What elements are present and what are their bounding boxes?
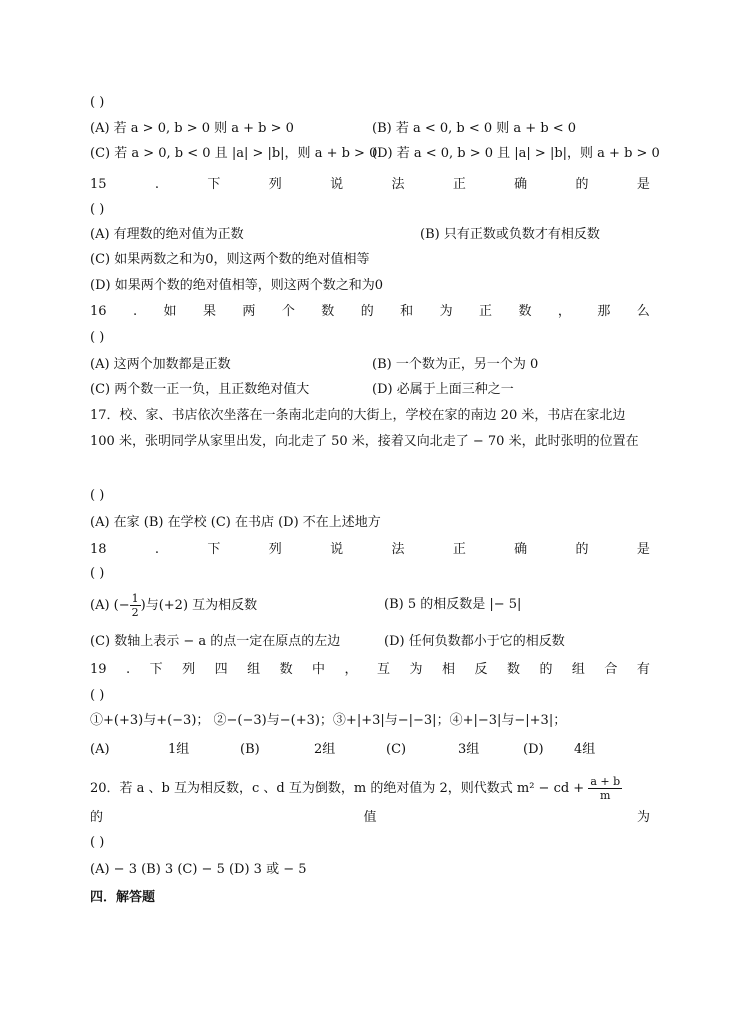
- q16-token: 正: [479, 304, 493, 319]
- q19-token: 为: [409, 662, 423, 677]
- q18-stem: [90, 540, 650, 560]
- q20-fraction: [588, 775, 622, 802]
- q19-token: 列: [182, 662, 196, 677]
- q18-token: 确: [514, 542, 528, 557]
- q15-token: 正: [452, 177, 466, 192]
- q20-fraction-numerator: a + b: [590, 775, 621, 788]
- q15-answer-paren: ( ): [90, 202, 105, 217]
- q16-token: 个: [281, 304, 295, 319]
- q19-token: 反: [474, 662, 488, 677]
- q18-fraction-numerator: 1: [131, 592, 139, 605]
- q16-token: 么: [636, 304, 650, 319]
- q15-token: .: [154, 177, 160, 192]
- q16-option-d: (D) 必属于上面三种之一: [372, 382, 514, 397]
- q14-option-c: (C) 若 a > 0, b < 0 且 |a| > |b|，则 a + b > 0: [90, 146, 378, 161]
- q14-option-b: (B) 若 a < 0, b < 0 则 a + b < 0: [372, 121, 577, 136]
- q16-option-a: (A) 这两个加数都是正数: [90, 357, 231, 372]
- q20-fraction-denominator: m: [600, 789, 611, 802]
- q18-token: .: [154, 542, 160, 557]
- q17-options: (A) 在家 (B) 在学校 (C) 在书店 (D) 不在上述地方: [90, 515, 381, 530]
- q16-token: .: [132, 304, 138, 319]
- q17-line-2: 100 米，张明同学从家里出发，向北走了 50 米，接着又向北走了 − 70 米，此时张明的位置在: [90, 434, 639, 449]
- q16-answer-paren: ( ): [90, 330, 105, 345]
- q19-opt-c-label: (C): [386, 742, 407, 757]
- q20-stem-text: 20．若 a 、b 互为相反数，c 、d 互为倒数，m 的绝对值为 2，则代数式 m² − cd +: [90, 781, 585, 796]
- q18-option-d: (D) 任何负数都小于它的相反数: [384, 634, 565, 649]
- q19-token: 合: [604, 662, 618, 677]
- q19-token: 的: [539, 662, 553, 677]
- q15-option-c: (C) 如果两数之和为0，则这两个数的绝对值相等: [90, 252, 370, 267]
- q16-option-c: (C) 两个数一正一负，且正数绝对值大: [90, 382, 310, 397]
- q20-token: 为: [636, 810, 650, 825]
- q19-token: 19: [90, 662, 107, 677]
- q15-token: 说: [330, 177, 344, 192]
- q19-opt-a-label: (A): [90, 742, 110, 757]
- q19-token: 组: [247, 662, 261, 677]
- q16-token: 16: [90, 304, 107, 319]
- q15-token: 列: [268, 177, 282, 192]
- q16-token: 数: [321, 304, 335, 319]
- q18-token: 正: [452, 542, 466, 557]
- q19-token: 四: [214, 662, 228, 677]
- q16-stem: [90, 302, 650, 322]
- q15-token: 是: [636, 177, 650, 192]
- q19-opt-d-label: (D): [523, 742, 544, 757]
- q18-fraction: [130, 592, 141, 619]
- q19-token: .: [126, 662, 131, 677]
- q19-answer-paren: ( ): [90, 688, 105, 703]
- q20-stem-continued: [90, 808, 650, 828]
- q18-option-b: (B) 5 的相反数是 |− 5|: [384, 597, 522, 612]
- q14-option-d: (D) 若 a < 0, b > 0 且 |a| > |b|，则 a + b > 0: [372, 146, 660, 161]
- q18-token: 列: [268, 542, 282, 557]
- q14-option-a: (A) 若 a > 0, b > 0 则 a + b > 0: [90, 121, 294, 136]
- q19-items: ①+(+3)与+(−3)； ②−(−3)与−(+3)；③+|+3|与−|−3|；④+|−3|与−|+3|；: [90, 713, 567, 728]
- q14-answer-paren: ( ): [90, 95, 105, 110]
- q18-token: 法: [391, 542, 405, 557]
- q16-token: ，: [557, 304, 571, 319]
- q15-token: 15: [90, 177, 107, 192]
- section-heading: 四．解答题: [90, 890, 156, 905]
- q18-option-a-suffix: )与(+2) 互为相反数: [140, 598, 258, 613]
- q18-fraction-denominator: 2: [131, 606, 139, 619]
- q15-token: 下: [207, 177, 221, 192]
- q19-token: 数: [506, 662, 520, 677]
- q15-option-a: (A) 有理数的绝对值为正数: [90, 227, 244, 242]
- q15-stem: [90, 175, 650, 195]
- q20-options: (A) − 3 (B) 3 (C) − 5 (D) 3 或 − 5: [90, 862, 307, 877]
- q20-token: 值: [363, 810, 377, 825]
- q20-token: 的: [90, 810, 104, 825]
- q16-token: 和: [400, 304, 414, 319]
- q18-option-c: (C) 数轴上表示 − a 的点一定在原点的左边: [90, 634, 341, 649]
- q18-option-a-prefix: (A) (−: [90, 598, 130, 613]
- q19-token: 相: [441, 662, 455, 677]
- q15-option-d: (D) 如果两个数的绝对值相等，则这两个数之和为0: [90, 278, 383, 293]
- q19-opt-a-value: 1组: [168, 742, 190, 757]
- q19-token: 组: [571, 662, 585, 677]
- q19-token: ，: [344, 662, 358, 677]
- q16-token: 果: [202, 304, 216, 319]
- q19-token: 数: [279, 662, 293, 677]
- q16-option-b: (B) 一个数为正，另一个为 0: [372, 357, 539, 372]
- q18-token: 18: [90, 542, 107, 557]
- q20-answer-paren: ( ): [90, 835, 105, 850]
- q19-stem: [90, 660, 650, 680]
- q15-option-b: (B) 只有正数或负数才有相反数: [420, 227, 600, 242]
- q18-token: 的: [575, 542, 589, 557]
- q19-token: 互: [377, 662, 391, 677]
- q19-opt-b-label: (B): [240, 742, 260, 757]
- q19-opt-c-value: 3组: [458, 742, 480, 757]
- q19-token: 有: [636, 662, 650, 677]
- q19-opt-d-value: 4组: [574, 742, 596, 757]
- q17-line-1: 17．校、家、书店依次坐落在一条南北走向的大街上，学校在家的南边 20 米，书店在家北边: [90, 408, 626, 423]
- q16-token: 如: [163, 304, 177, 319]
- q20-stem: [90, 775, 622, 802]
- q18-token: 说: [330, 542, 344, 557]
- q15-token: 确: [514, 177, 528, 192]
- q18-option-a: [90, 592, 257, 619]
- q18-answer-paren: ( ): [90, 566, 105, 581]
- q16-token: 两: [242, 304, 256, 319]
- q16-token: 为: [439, 304, 453, 319]
- q19-token: 中: [312, 662, 326, 677]
- q15-token: 法: [391, 177, 405, 192]
- q18-token: 下: [207, 542, 221, 557]
- q16-token: 数: [518, 304, 532, 319]
- q19-token: 下: [149, 662, 163, 677]
- q16-token: 那: [597, 304, 611, 319]
- q16-token: 的: [360, 304, 374, 319]
- q15-token: 的: [575, 177, 589, 192]
- q17-answer-paren: ( ): [90, 488, 105, 503]
- q18-token: 是: [636, 542, 650, 557]
- q19-opt-b-value: 2组: [314, 742, 336, 757]
